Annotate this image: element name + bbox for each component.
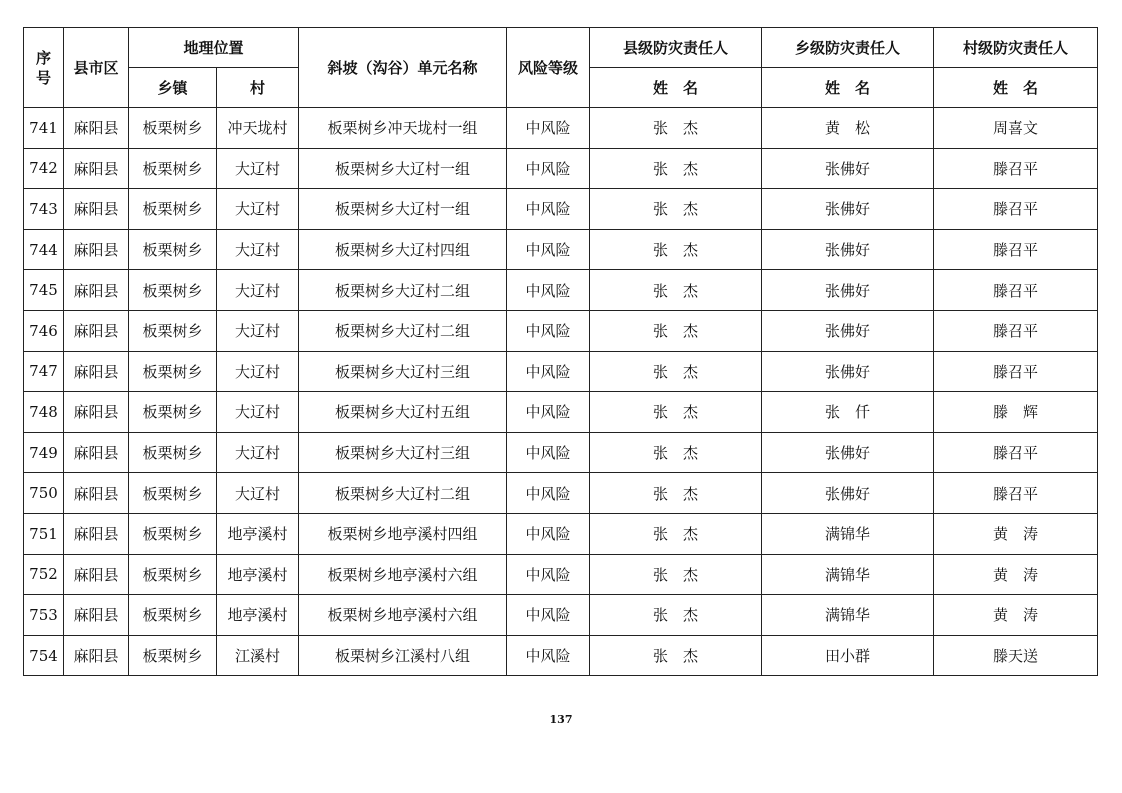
county-person-cell: 张 杰: [590, 635, 762, 676]
township-person-cell: 满锦华: [762, 513, 934, 554]
risk-level-cell: 中风险: [507, 473, 590, 514]
county-person-cell: 张 杰: [590, 189, 762, 230]
table-row: [24, 270, 1098, 311]
county-person-cell: 张 杰: [590, 270, 762, 311]
county-cell: 麻阳县: [64, 148, 129, 189]
table-row: [24, 392, 1098, 433]
village-person-cell: 滕召平: [934, 432, 1098, 473]
village-cell: 大辽村: [217, 392, 299, 433]
risk-level-cell: 中风险: [507, 513, 590, 554]
county-cell: 麻阳县: [64, 229, 129, 270]
risk-level-cell: 中风险: [507, 270, 590, 311]
township-person-cell: 张佛好: [762, 351, 934, 392]
slope-unit-cell: 板栗树乡大辽村三组: [299, 432, 507, 473]
village-cell: 大辽村: [217, 473, 299, 514]
county-cell: 麻阳县: [64, 635, 129, 676]
township-cell: 板栗树乡: [129, 635, 217, 676]
geo-location-header: 地理位置: [129, 28, 299, 68]
village-cell: 大辽村: [217, 432, 299, 473]
township-cell: 板栗树乡: [129, 554, 217, 595]
page-number: 137: [549, 713, 573, 726]
risk-responsibility-table: [23, 27, 1098, 676]
county-name-header: 姓 名: [590, 68, 762, 108]
table-row: [24, 473, 1098, 514]
slope-unit-header: 斜坡（沟谷）单元名称: [299, 28, 507, 108]
township-cell: 板栗树乡: [129, 513, 217, 554]
village-person-cell: 滕召平: [934, 148, 1098, 189]
county-cell: 麻阳县: [64, 189, 129, 230]
seq-header: [24, 28, 64, 108]
risk-level-cell: 中风险: [507, 554, 590, 595]
village-person-cell: 滕召平: [934, 310, 1098, 351]
village-person-cell: 滕召平: [934, 473, 1098, 514]
township-name-header: 姓 名: [762, 68, 934, 108]
township-cell: 板栗树乡: [129, 270, 217, 311]
county-cell: 麻阳县: [64, 513, 129, 554]
township-header: 乡镇: [129, 68, 217, 108]
village-cell: 大辽村: [217, 148, 299, 189]
township-person-cell: 满锦华: [762, 595, 934, 636]
risk-level-cell: 中风险: [507, 595, 590, 636]
village-person-cell: 滕召平: [934, 351, 1098, 392]
township-cell: 板栗树乡: [129, 351, 217, 392]
table-row: [24, 310, 1098, 351]
slope-unit-cell: 板栗树乡地亭溪村四组: [299, 513, 507, 554]
village-person-cell: 滕召平: [934, 189, 1098, 230]
township-person-cell: 张佛好: [762, 189, 934, 230]
village-person-cell: 滕召平: [934, 229, 1098, 270]
seq-cell: 745: [24, 270, 64, 311]
risk-level-header: 风险等级: [507, 28, 590, 108]
village-cell: 大辽村: [217, 229, 299, 270]
seq-cell: 743: [24, 189, 64, 230]
county-cell: 麻阳县: [64, 473, 129, 514]
table-row: [24, 513, 1098, 554]
slope-unit-cell: 板栗树乡地亭溪村六组: [299, 595, 507, 636]
township-person-cell: 张佛好: [762, 473, 934, 514]
township-person-cell: 张佛好: [762, 229, 934, 270]
village-cell: 江溪村: [217, 635, 299, 676]
seq-cell: 741: [24, 108, 64, 149]
village-person-cell: 滕天送: [934, 635, 1098, 676]
table-row: [24, 229, 1098, 270]
county-cell: 麻阳县: [64, 351, 129, 392]
county-cell: 麻阳县: [64, 432, 129, 473]
header-row-1: [24, 28, 1098, 68]
township-person-cell: 张佛好: [762, 148, 934, 189]
village-cell: 地亭溪村: [217, 513, 299, 554]
risk-level-cell: 中风险: [507, 229, 590, 270]
township-person-cell: 张 仟: [762, 392, 934, 433]
county-person-cell: 张 杰: [590, 148, 762, 189]
seq-cell: 746: [24, 310, 64, 351]
township-person-cell: 张佛好: [762, 270, 934, 311]
township-person-cell: 黄 松: [762, 108, 934, 149]
seq-cell: 749: [24, 432, 64, 473]
slope-unit-cell: 板栗树乡大辽村一组: [299, 148, 507, 189]
seq-header-bottom: 号: [35, 68, 51, 87]
table-header: [24, 28, 1098, 108]
county-header: 县市区: [64, 28, 129, 108]
township-cell: 板栗树乡: [129, 148, 217, 189]
slope-unit-cell: 板栗树乡大辽村四组: [299, 229, 507, 270]
risk-level-cell: 中风险: [507, 432, 590, 473]
county-responsible-header: 县级防灾责任人: [590, 28, 762, 68]
seq-cell: 751: [24, 513, 64, 554]
county-cell: 麻阳县: [64, 270, 129, 311]
table-row: [24, 148, 1098, 189]
county-cell: 麻阳县: [64, 595, 129, 636]
township-cell: 板栗树乡: [129, 310, 217, 351]
village-person-cell: 黄 涛: [934, 554, 1098, 595]
county-cell: 麻阳县: [64, 310, 129, 351]
county-person-cell: 张 杰: [590, 108, 762, 149]
slope-unit-cell: 板栗树乡江溪村八组: [299, 635, 507, 676]
risk-level-cell: 中风险: [507, 148, 590, 189]
county-person-cell: 张 杰: [590, 310, 762, 351]
seq-cell: 744: [24, 229, 64, 270]
township-cell: 板栗树乡: [129, 595, 217, 636]
table-row: [24, 635, 1098, 676]
township-person-cell: 张佛好: [762, 310, 934, 351]
table-body: [24, 108, 1098, 676]
seq-cell: 748: [24, 392, 64, 433]
township-person-cell: 满锦华: [762, 554, 934, 595]
slope-unit-cell: 板栗树乡大辽村二组: [299, 270, 507, 311]
township-person-cell: 田小群: [762, 635, 934, 676]
slope-unit-cell: 板栗树乡地亭溪村六组: [299, 554, 507, 595]
seq-cell: 750: [24, 473, 64, 514]
village-cell: 冲天垅村: [217, 108, 299, 149]
county-person-cell: 张 杰: [590, 554, 762, 595]
village-header: 村: [217, 68, 299, 108]
county-cell: 麻阳县: [64, 554, 129, 595]
township-person-cell: 张佛好: [762, 432, 934, 473]
slope-unit-cell: 板栗树乡大辽村二组: [299, 310, 507, 351]
village-cell: 大辽村: [217, 310, 299, 351]
risk-level-cell: 中风险: [507, 635, 590, 676]
village-cell: 地亭溪村: [217, 595, 299, 636]
village-name-header: 姓 名: [934, 68, 1098, 108]
village-cell: 大辽村: [217, 189, 299, 230]
slope-unit-cell: 板栗树乡大辽村一组: [299, 189, 507, 230]
risk-level-cell: 中风险: [507, 310, 590, 351]
township-cell: 板栗树乡: [129, 189, 217, 230]
township-responsible-header: 乡级防灾责任人: [762, 28, 934, 68]
slope-unit-cell: 板栗树乡大辽村三组: [299, 351, 507, 392]
table-row: [24, 108, 1098, 149]
seq-cell: 754: [24, 635, 64, 676]
seq-cell: 747: [24, 351, 64, 392]
village-person-cell: 黄 涛: [934, 513, 1098, 554]
village-cell: 大辽村: [217, 351, 299, 392]
township-cell: 板栗树乡: [129, 432, 217, 473]
county-person-cell: 张 杰: [590, 473, 762, 514]
slope-unit-cell: 板栗树乡冲天垅村一组: [299, 108, 507, 149]
risk-level-cell: 中风险: [507, 392, 590, 433]
risk-level-cell: 中风险: [507, 189, 590, 230]
county-person-cell: 张 杰: [590, 351, 762, 392]
risk-level-cell: 中风险: [507, 351, 590, 392]
county-cell: 麻阳县: [64, 108, 129, 149]
county-person-cell: 张 杰: [590, 392, 762, 433]
village-person-cell: 黄 涛: [934, 595, 1098, 636]
slope-unit-cell: 板栗树乡大辽村五组: [299, 392, 507, 433]
seq-header-top: 序: [35, 48, 51, 67]
village-cell: 大辽村: [217, 270, 299, 311]
table-row: [24, 595, 1098, 636]
village-cell: 地亭溪村: [217, 554, 299, 595]
table-row: [24, 351, 1098, 392]
seq-cell: 753: [24, 595, 64, 636]
seq-cell: 752: [24, 554, 64, 595]
risk-level-cell: 中风险: [507, 108, 590, 149]
table-row: [24, 432, 1098, 473]
seq-cell: 742: [24, 148, 64, 189]
table-row: [24, 554, 1098, 595]
township-cell: 板栗树乡: [129, 229, 217, 270]
table-row: [24, 189, 1098, 230]
county-person-cell: 张 杰: [590, 513, 762, 554]
village-person-cell: 滕 辉: [934, 392, 1098, 433]
county-person-cell: 张 杰: [590, 595, 762, 636]
village-person-cell: 滕召平: [934, 270, 1098, 311]
slope-unit-cell: 板栗树乡大辽村二组: [299, 473, 507, 514]
township-cell: 板栗树乡: [129, 473, 217, 514]
township-cell: 板栗树乡: [129, 392, 217, 433]
county-person-cell: 张 杰: [590, 432, 762, 473]
county-person-cell: 张 杰: [590, 229, 762, 270]
village-responsible-header: 村级防灾责任人: [934, 28, 1098, 68]
village-person-cell: 周喜文: [934, 108, 1098, 149]
county-cell: 麻阳县: [64, 392, 129, 433]
township-cell: 板栗树乡: [129, 108, 217, 149]
